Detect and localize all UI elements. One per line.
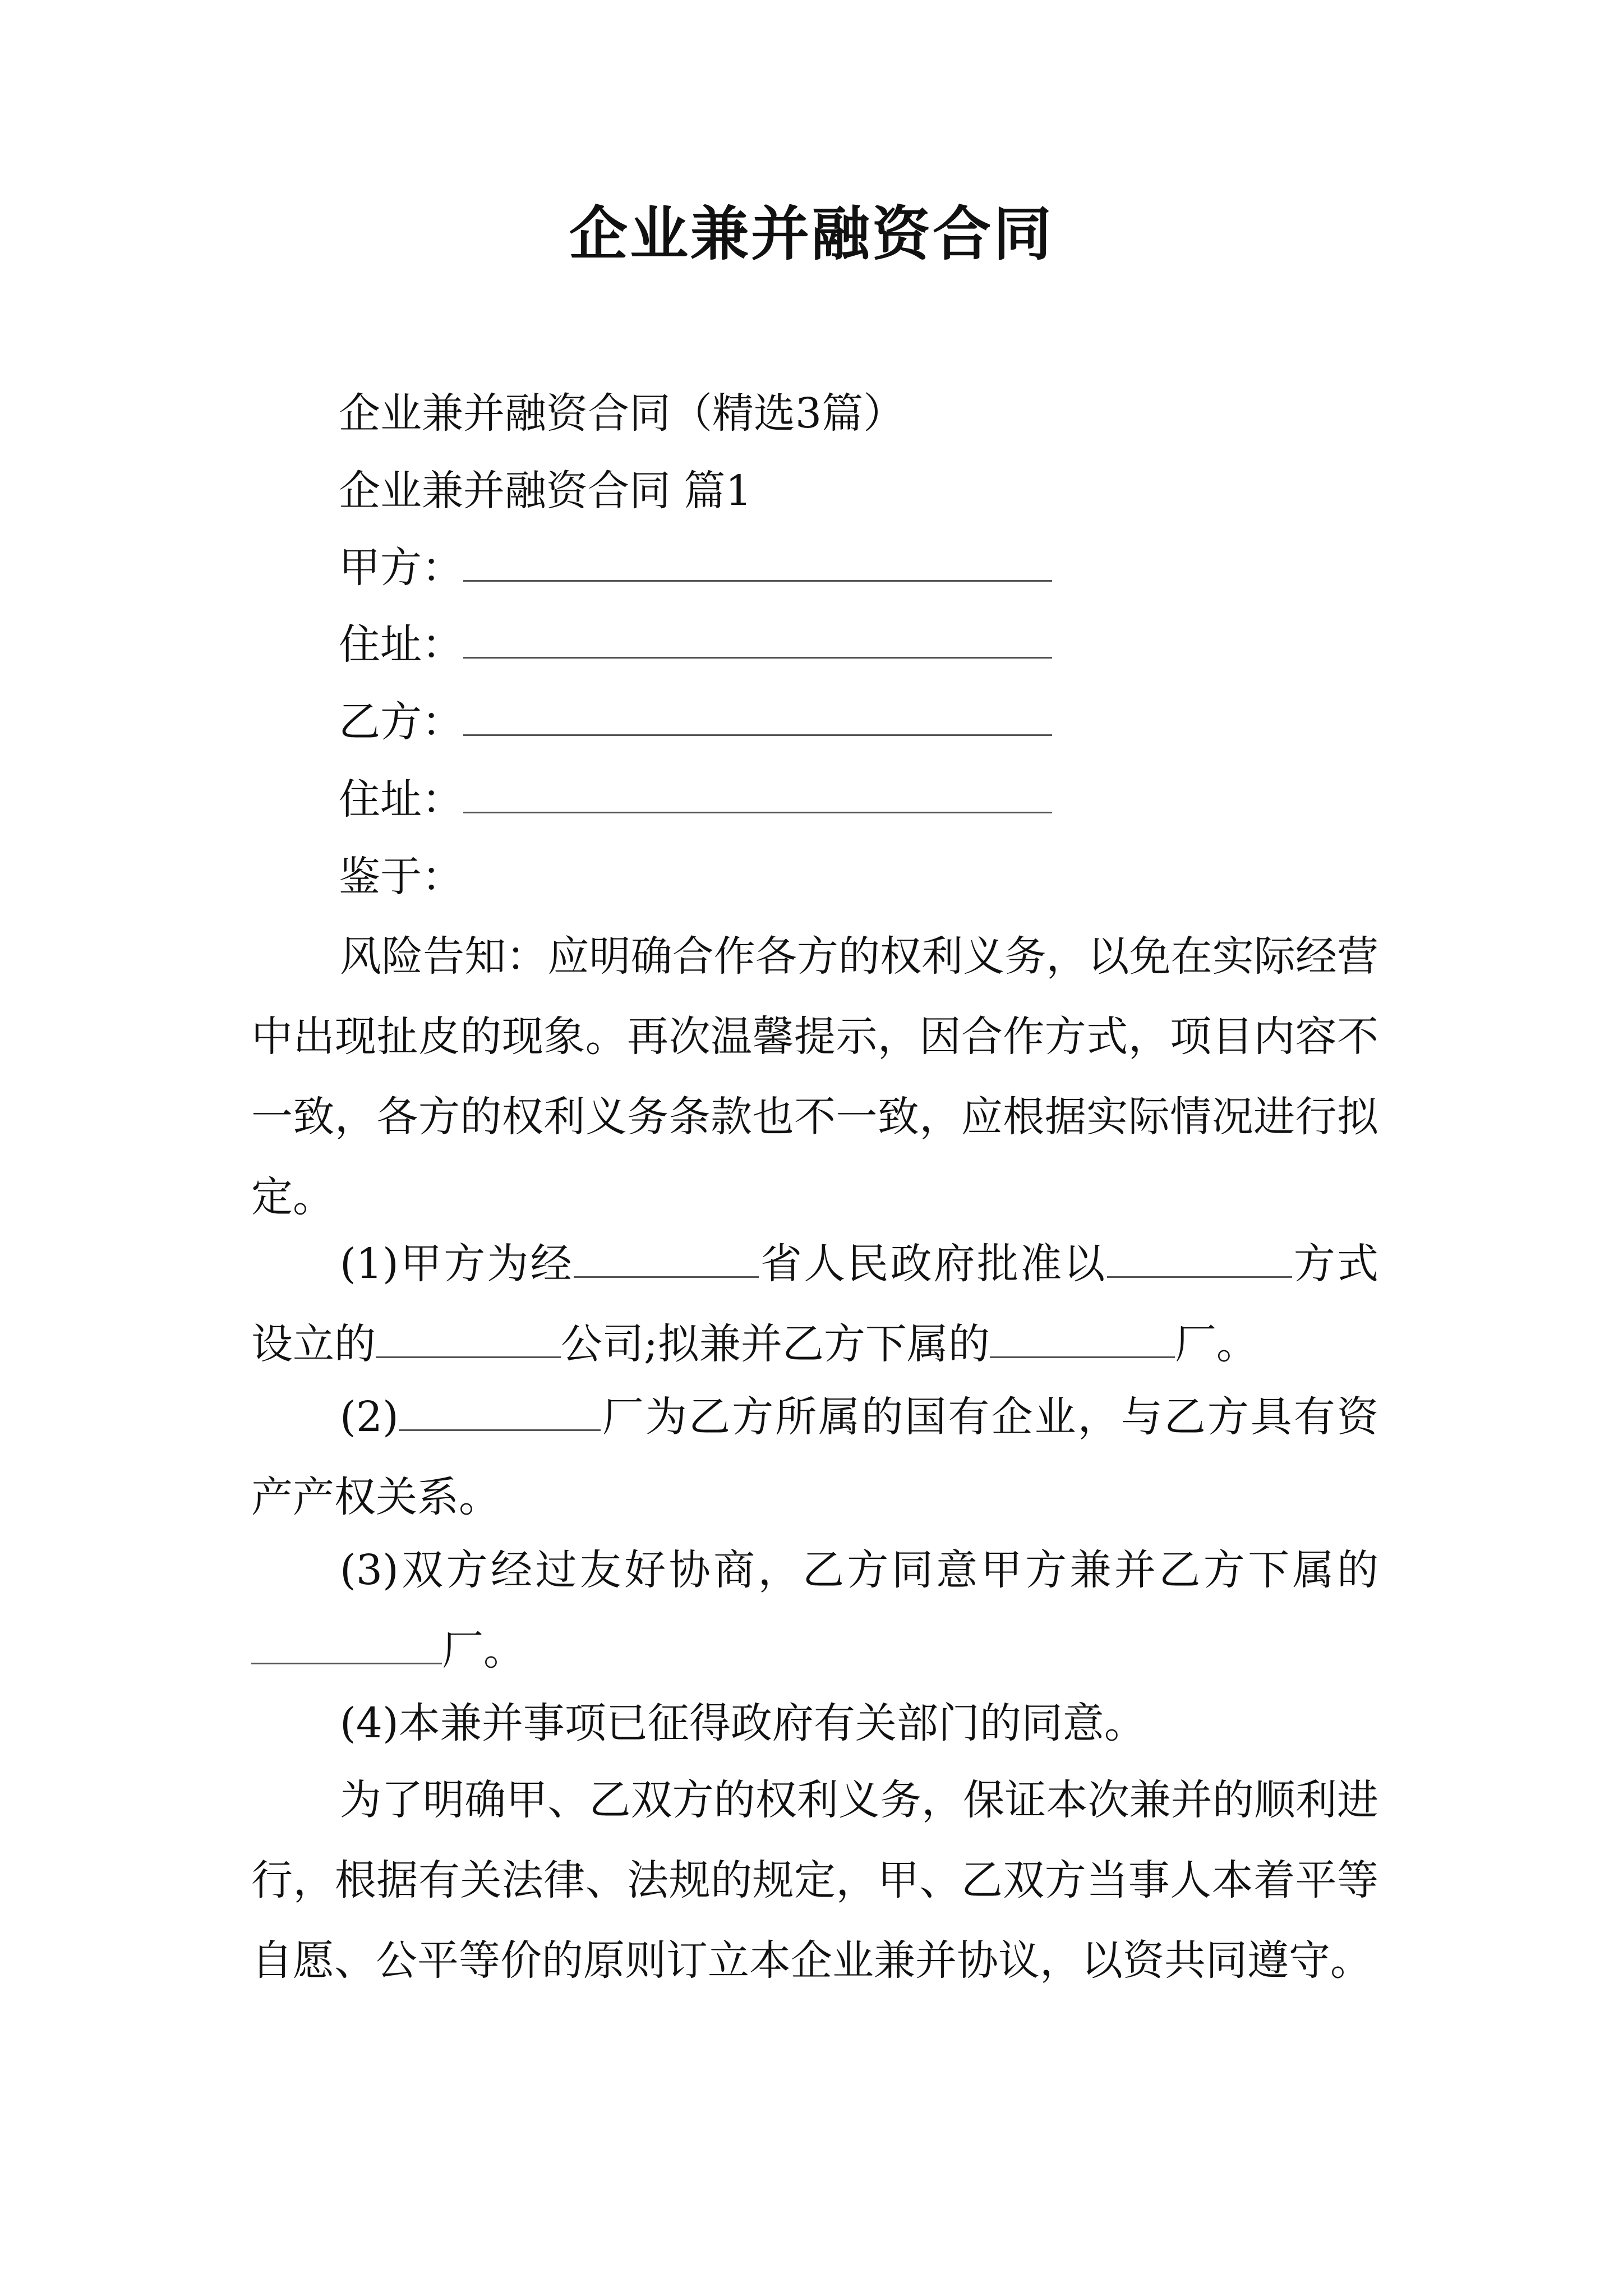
party-a-address-field [339, 620, 1052, 669]
party-a-address-label: 住址： [339, 620, 463, 669]
party-b-label: 乙方： [339, 698, 463, 746]
risk-notice-paragraph: 风险告知：应明确合作各方的权利义务，以免在实际经营中出现扯皮的现象。再次温馨提示，因合作方式，项目内容不一致，各方的权利义务条款也不一致，应根据实际情况进行拟定。 [251, 932, 1378, 1221]
party-b-field [339, 698, 1052, 746]
clause-1-paragraph: (1)甲方为经 省人民政府批准以 方式设立的 公司;拟兼并乙方下属的 厂。 [251, 1240, 1379, 1368]
party-b-blank [463, 734, 1052, 736]
clause-3-paragraph: (3)双方经过友好协商，乙方同意甲方兼并乙方下属的厂。 [251, 1530, 1378, 1691]
blank-province [574, 1239, 759, 1278]
blank-factory-2 [399, 1392, 601, 1431]
document-title: 企业兼并融资合同 [569, 199, 1054, 268]
party-b-address-field [339, 775, 1052, 823]
party-b-address-blank [463, 812, 1052, 813]
section-heading: 企业兼并融资合同 篇1 [339, 467, 752, 515]
blank-method [1107, 1239, 1292, 1278]
blank-factory [990, 1319, 1175, 1358]
party-a-label: 甲方： [339, 544, 463, 592]
party-a-address-blank [463, 657, 1052, 659]
party-a-blank [463, 580, 1052, 582]
purpose-paragraph: 为了明确甲、乙双方的权利义务，保证本次兼并的顺利进行，根据有关法律、法规的规定，甲、乙双方当事人本着平等自愿、公平等价的原则订立本企业兼并协议，以资共同遵守。 [251, 1776, 1378, 1985]
blank-company [376, 1319, 561, 1358]
party-b-address-label: 住址： [339, 775, 463, 823]
clause-2-paragraph: (2) 厂为乙方所属的国有企业，与乙方具有资产产权关系。 [251, 1393, 1378, 1521]
blank-factory-3 [251, 1625, 442, 1664]
document-subtitle: 企业兼并融资合同（精选3篇） [339, 389, 905, 438]
party-a-field [339, 544, 1052, 592]
whereas-label: 鉴于： [339, 853, 463, 901]
clause-4-paragraph: (4)本兼并事项已征得政府有关部门的同意。 [340, 1699, 1146, 1747]
